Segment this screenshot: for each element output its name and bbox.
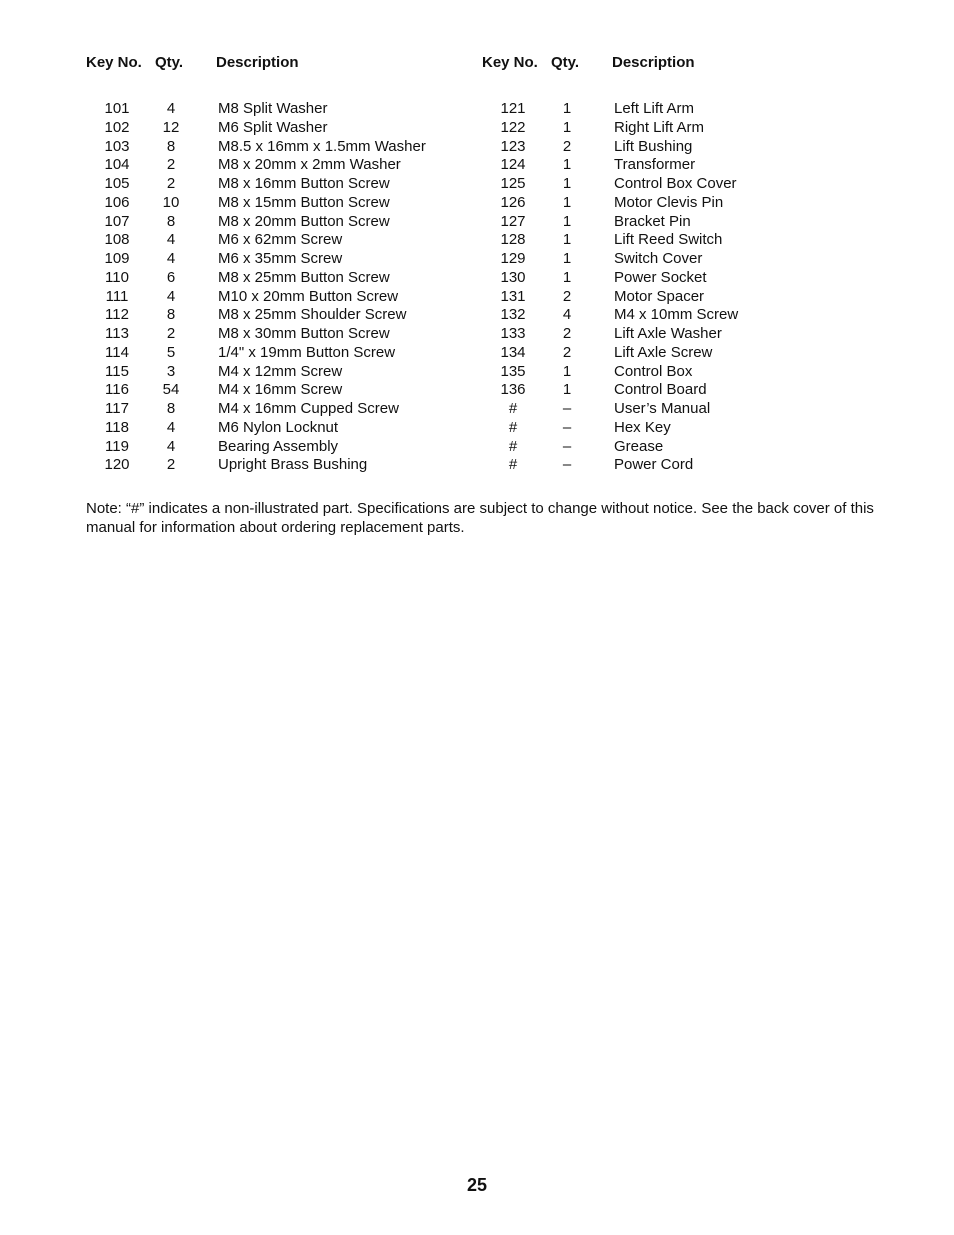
part-key-no: 117 [105, 400, 129, 417]
part-key-no: 115 [105, 362, 129, 380]
table-row [482, 306, 882, 325]
part-description: Control Board [614, 381, 707, 399]
part-qty: 1 [562, 250, 572, 267]
part-description: Switch Cover [614, 250, 703, 267]
part-key-no: 116 [105, 381, 129, 399]
part-description: Control Box [614, 362, 693, 380]
part-description: M6 Nylon Locknut [218, 418, 339, 436]
table-row [86, 419, 486, 438]
part-key-no: 106 [104, 193, 130, 211]
part-description: Motor Clevis Pin [614, 193, 724, 211]
part-key-no: 126 [500, 193, 526, 211]
part-qty: – [562, 418, 572, 436]
table-row [482, 119, 882, 138]
part-key-no: 103 [104, 137, 130, 155]
part-description: M8 x 20mm x 2mm Washer [218, 156, 401, 174]
part-qty: 1 [562, 231, 572, 249]
part-key-no: 129 [500, 250, 526, 267]
part-qty: 4 [166, 231, 176, 249]
part-key-no: 123 [500, 137, 526, 155]
part-description: Power Cord [614, 456, 694, 474]
part-key-no: 130 [500, 268, 526, 286]
part-description: Upright Brass Bushing [218, 456, 368, 474]
table-row [86, 231, 486, 250]
table-row [86, 306, 486, 325]
part-qty: 4 [166, 287, 176, 305]
part-key-no: 122 [500, 118, 526, 136]
part-qty: 1 [562, 212, 572, 230]
table-row [86, 156, 486, 175]
part-key-no: 134 [500, 343, 526, 361]
part-qty: 3 [166, 362, 176, 380]
table-row [482, 156, 882, 175]
part-key-no: 136 [500, 381, 526, 399]
part-qty: 2 [166, 175, 176, 192]
part-key-no: 121 [500, 100, 526, 117]
part-key-no: 112 [105, 306, 129, 324]
part-description: Bearing Assembly [218, 437, 339, 455]
parts-table-right [482, 52, 882, 475]
table-row [86, 194, 486, 213]
part-qty: 6 [166, 268, 176, 286]
part-description: Control Box Cover [614, 175, 737, 192]
part-key-no: 135 [500, 362, 526, 380]
header-qty: Qty. [551, 54, 580, 71]
part-description: M4 x 16mm Screw [218, 381, 343, 399]
part-qty: – [562, 456, 572, 474]
parts-rows-left [86, 100, 486, 475]
part-description: M4 x 16mm Cupped Screw [218, 400, 399, 417]
header-description: Description [612, 54, 695, 71]
table-row [482, 194, 882, 213]
table-row [86, 438, 486, 457]
part-qty: 2 [166, 325, 176, 342]
part-qty: 1 [562, 193, 572, 211]
part-qty: 12 [162, 118, 180, 136]
part-qty: 54 [162, 381, 180, 399]
part-qty: – [562, 400, 572, 417]
table-row [482, 138, 882, 157]
parts-note: Note: “#” indicates a non-illustrated part. Specifications are subject to change without notice. See the back cover of this manual for information about ordering replacement parts. [86, 500, 874, 536]
part-key-no: 114 [105, 343, 129, 361]
parts-rows-right [482, 100, 882, 475]
part-key-no: 101 [104, 100, 130, 117]
table-row [86, 325, 486, 344]
part-description: M6 x 62mm Screw [218, 231, 343, 249]
part-key-no: 108 [104, 231, 130, 249]
table-row [482, 419, 882, 438]
header-qty: Qty. [155, 54, 184, 71]
part-qty: 1 [562, 362, 572, 380]
part-key-no: 107 [104, 212, 130, 230]
part-key-no: # [508, 456, 518, 474]
table-row [482, 438, 882, 457]
part-description: 1/4" x 19mm Button Screw [218, 343, 396, 361]
part-key-no: 128 [500, 231, 526, 249]
part-key-no: # [508, 418, 518, 436]
table-row [86, 119, 486, 138]
part-description: M8 x 16mm Button Screw [218, 175, 390, 192]
table-row [482, 325, 882, 344]
table-row [482, 400, 882, 419]
part-qty: 8 [166, 306, 176, 324]
part-key-no: 113 [105, 325, 129, 342]
part-qty: 2 [562, 343, 572, 361]
table-row [86, 288, 486, 307]
part-key-no: 102 [104, 118, 130, 136]
part-key-no: 133 [500, 325, 526, 342]
part-qty: 4 [166, 437, 176, 455]
part-key-no: # [508, 400, 518, 417]
page-number: 25 [466, 1175, 488, 1195]
part-description: Transformer [614, 156, 696, 174]
part-key-no: 132 [500, 306, 526, 324]
table-row [86, 344, 486, 363]
part-description: Lift Bushing [614, 137, 693, 155]
part-description: M8 x 25mm Button Screw [218, 268, 390, 286]
table-row [86, 100, 486, 119]
table-row [86, 175, 486, 194]
table-header [86, 52, 486, 74]
part-key-no: 105 [104, 175, 130, 192]
table-row [482, 288, 882, 307]
table-row [482, 231, 882, 250]
part-description: M4 x 12mm Screw [218, 362, 343, 380]
part-key-no: 131 [500, 287, 526, 305]
part-qty: 1 [562, 381, 572, 399]
part-description: M10 x 20mm Button Screw [218, 287, 399, 305]
part-description: M8 x 20mm Button Screw [218, 212, 390, 230]
part-qty: 1 [562, 268, 572, 286]
table-row [482, 250, 882, 269]
header-description: Description [216, 54, 299, 71]
part-qty: 4 [166, 250, 176, 267]
part-qty: 2 [562, 325, 572, 342]
part-qty: 8 [166, 212, 176, 230]
part-qty: 8 [166, 400, 176, 417]
part-description: Lift Reed Switch [614, 231, 723, 249]
part-description: Bracket Pin [614, 212, 691, 230]
part-description: M8 x 15mm Button Screw [218, 193, 390, 211]
table-row [86, 213, 486, 232]
part-qty: 4 [166, 418, 176, 436]
table-row [482, 100, 882, 119]
part-qty: 10 [162, 193, 180, 211]
part-key-no: 111 [105, 287, 129, 305]
header-key-no: Key No. [482, 54, 538, 71]
part-description: Grease [614, 437, 664, 455]
part-description: M8 x 25mm Shoulder Screw [218, 306, 407, 324]
part-description: Hex Key [614, 418, 671, 436]
part-key-no: # [508, 437, 518, 455]
part-qty: 2 [562, 287, 572, 305]
table-row [482, 175, 882, 194]
part-key-no: 110 [105, 268, 129, 286]
table-row [86, 250, 486, 269]
part-key-no: 125 [500, 175, 526, 192]
table-row [482, 456, 882, 475]
header-key-no: Key No. [86, 54, 142, 71]
part-qty: 2 [166, 456, 176, 474]
table-row [86, 269, 486, 288]
part-qty: 8 [166, 137, 176, 155]
part-description: User’s Manual [614, 400, 711, 417]
table-row [482, 213, 882, 232]
table-row [482, 344, 882, 363]
part-qty: 2 [166, 156, 176, 174]
table-row [482, 363, 882, 382]
table-header [482, 52, 882, 74]
part-qty: 4 [562, 306, 572, 324]
part-description: M4 x 10mm Screw [614, 306, 739, 324]
part-key-no: 127 [500, 212, 526, 230]
part-description: M8.5 x 16mm x 1.5mm Washer [218, 137, 426, 155]
part-description: Right Lift Arm [614, 118, 705, 136]
part-description: M6 x 35mm Screw [218, 250, 343, 267]
part-key-no: 124 [500, 156, 526, 174]
part-qty: 1 [562, 175, 572, 192]
part-description: Power Socket [614, 268, 707, 286]
part-qty: 1 [562, 118, 572, 136]
table-row [86, 138, 486, 157]
part-qty: 2 [562, 137, 572, 155]
part-qty: 1 [562, 100, 572, 117]
part-description: M8 Split Washer [218, 100, 328, 117]
table-row [86, 363, 486, 382]
part-key-no: 119 [105, 437, 129, 455]
part-description: Motor Spacer [614, 287, 705, 305]
part-description: Left Lift Arm [614, 100, 695, 117]
table-row [482, 269, 882, 288]
table-row [86, 456, 486, 475]
table-row [86, 400, 486, 419]
part-description: Lift Axle Screw [614, 343, 713, 361]
part-description: M8 x 30mm Button Screw [218, 325, 390, 342]
part-qty: 4 [166, 100, 176, 117]
part-key-no: 120 [104, 456, 130, 474]
part-qty: 1 [562, 156, 572, 174]
part-key-no: 118 [105, 418, 129, 436]
part-key-no: 109 [104, 250, 130, 267]
part-qty: – [562, 437, 572, 455]
parts-table-left [86, 52, 486, 475]
table-row [482, 381, 882, 400]
table-row [86, 381, 486, 400]
part-description: M6 Split Washer [218, 118, 328, 136]
part-key-no: 104 [104, 156, 130, 174]
part-description: Lift Axle Washer [614, 325, 722, 342]
part-qty: 5 [166, 343, 176, 361]
